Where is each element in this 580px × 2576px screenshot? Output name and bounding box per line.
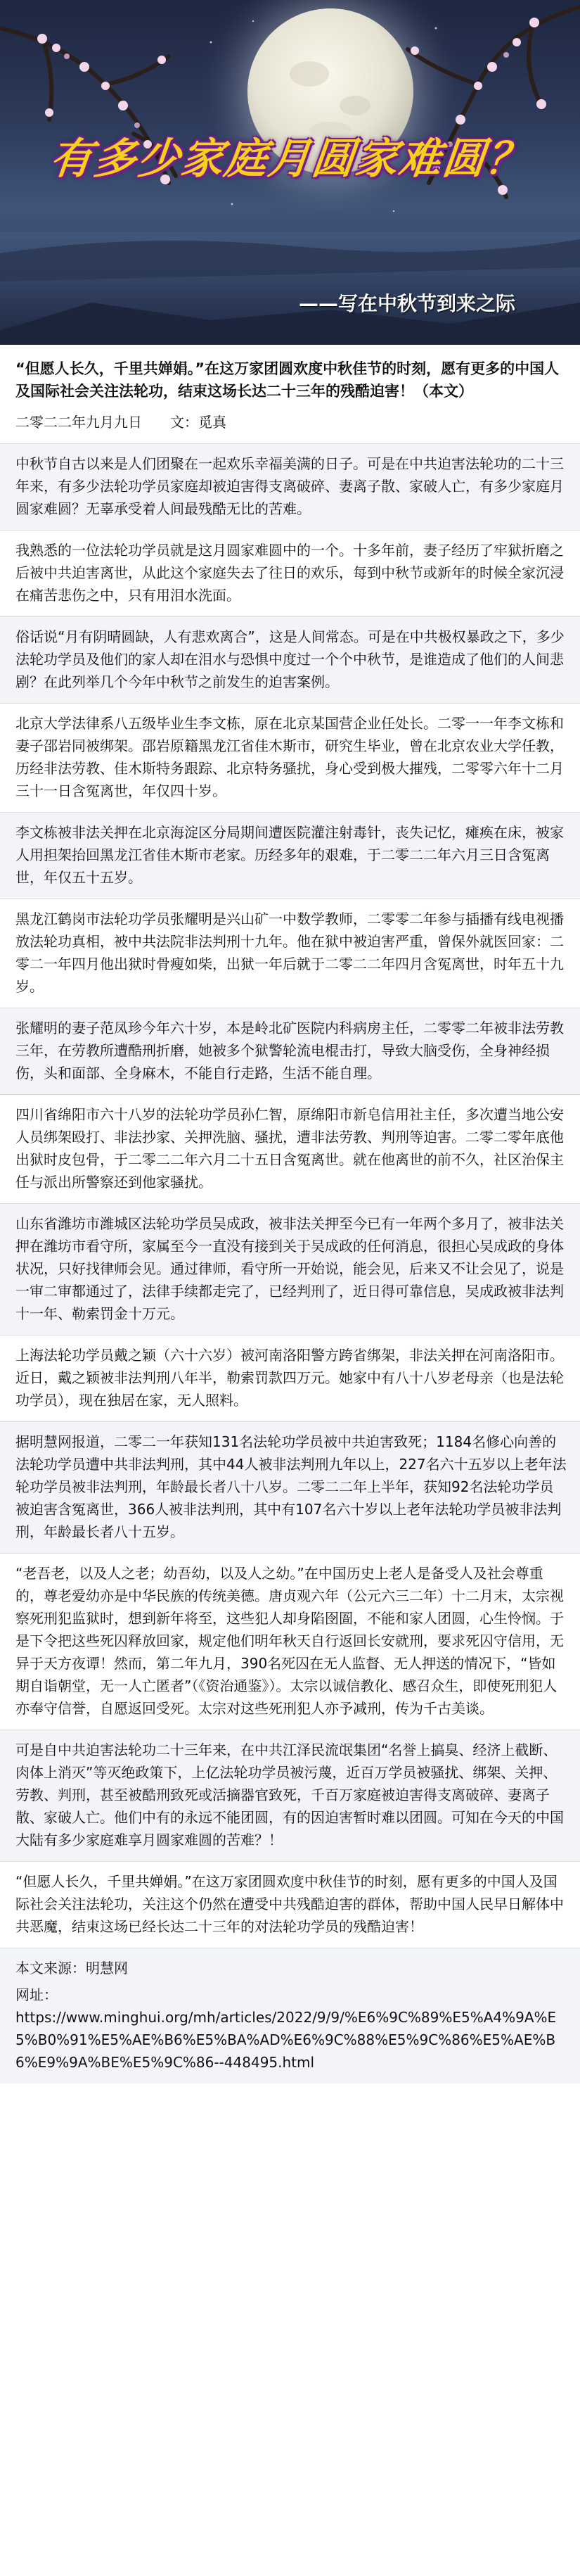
- paragraph-block: [0, 444, 580, 530]
- paragraph-block: [0, 531, 580, 616]
- paragraph: 张耀明的妻子范凤珍今年六十岁，本是岭北矿医院内科病房主任，二零零二年被非法劳教三年，在劳教所遭酷刑折磨，她被多个狱警轮流电棍击打，导致大脑受伤，全身神经损伤，头和面部、全身麻木，不能自行走路，生活不能自理。: [15, 1020, 564, 1081]
- date-author-line: 二零二二年九月九日 文：觅真: [15, 414, 226, 431]
- paragraph-block: [0, 813, 580, 899]
- source-url-link[interactable]: https://www.minghui.org/mh/articles/2022/9/9/%E6%9C%89%E5%A4%9A%E5%B0%91%E5%AE%B6%E5%BA%AD%E6%9C%88%E5%9C%86%E5%AE%B6%E9%9A%BE%E5%9C%86--448495.html: [15, 2009, 557, 2071]
- paragraph: 李文栋被非法关押在北京海淀区分局期间遭医院灌注射毒针，丧失记忆，瘫痪在床，被家人用担架抬回黑龙江省佳木斯市老家。历经多年的艰难，于二零二二年六月三日含冤离世，年仅五十五岁。: [15, 824, 564, 886]
- paragraph: 我熟悉的一位法轮功学员就是这月圆家难圆中的一个。十多年前，妻子经历了牢狱折磨之后被中共迫害离世，从此这个家庭失去了往日的欢乐，每到中秋节或新年的时候全家沉浸在痛苦悲伤之中，只有用泪水洗面。: [15, 542, 564, 604]
- paragraph-block: [0, 1862, 580, 1948]
- paragraph-block: [0, 1204, 580, 1335]
- article-body: [0, 345, 580, 2083]
- paragraph-block: [0, 1095, 580, 1203]
- paragraph-block: [0, 899, 580, 1008]
- paragraph: “但愿人长久，千里共婵娟。”在这万家团圆欢度中秋佳节的时刻，愿有更多的中国人及国际社会关注法轮功，关注这个仍然在遭受中共残酷迫害的群体，帮助中国人民早日解体中共恶魔，结束这场已经长达二十三年的对法轮功学员的残酷迫害！: [15, 1873, 564, 1935]
- paragraph-block: [0, 1730, 580, 1861]
- paragraph-block: [0, 704, 580, 812]
- paragraph: 据明慧网报道，二零二一年获知131名法轮功学员被中共迫害致死；1184名修心向善的法轮功学员遭中共非法判刑，其中44人被非法判刑九年以上，227名六十五岁以上老年法轮功学员被非法判刑，年龄最长者八十八岁。二零二二年上半年，获知92名法轮功学员被迫害含冤离世，366人被非法判刑，其中有107名六十岁以上老年法轮功学员被非法判刑，年龄最长者八十五岁。: [15, 1433, 567, 1540]
- paragraph: 可是自中共迫害法轮功二十三年来，在中共江泽民流氓集团“名誉上搞臭、经济上截断、肉体上消灭”等灭绝政策下，上亿法轮功学员被污蔑，近百万学员被骚扰、绑架、关押、劳教、判刑，甚至被酷刑致死或活摘器官致死，千百万家庭被迫害得支离破碎、妻离子散、家破人亡。他们中有的永远不能团圆，有的因迫害暂时难以团圆。可知在今天的中国大陆有多少家庭难享月圆家难圆的苦难？！: [15, 1741, 564, 1848]
- paragraph: “老吾老，以及人之老；幼吾幼，以及人之幼。”在中国历史上老人是备受人及社会尊重的，尊老爱幼亦是中华民族的传统美德。唐贞观六年（公元六三二年）十二月末，太宗视察死刑犯监狱时，想到新年将至，这些犯人却身陷囹圄，不能和家人团圆，心生怜悯。于是下令把这些死囚释放回家，规定他们明年秋天自行返回长安就刑，要求死囚守信用，无异于天方夜谭！然而，第二年九月，390名死囚在无人监督、无人押送的情况下，“皆如期自诣朝堂，无一人亡匿者”（《资治通鉴》）。太宗以诚信教化、感召众生，即使死刑犯人亦奉守信誉，自愿返回受死。太宗对这些死刑犯人亦予减刑，传为千古美谈。: [15, 1565, 564, 1717]
- paragraph-block: [0, 1422, 580, 1553]
- paragraph: 四川省绵阳市六十八岁的法轮功学员孙仁智，原绵阳市新皂信用社主任，多次遭当地公安人员绑架殴打、非法抄家、关押洗脑、骚扰，遭非法劳教、判刑等迫害。二零二零年底他出狱时皮包骨，于二零二二年六月二十五日含冤离世。就在他离世的前不久，社区治保主任与派出所警察还到他家骚扰。: [15, 1106, 564, 1191]
- paragraph: 山东省潍坊市潍城区法轮功学员吴成政，被非法关押至今已有一年两个多月了，被非法关押在潍坊市看守所，家属至今一直没有接到关于吴成政的任何消息，很担心吴成政的身体状况，只好找律师会见。通过律师，看守所一开始说，能会见，后来又不让会见了，说是一审二审都通过了，法律手续都走完了，已经判刑了，近日得可靠信息，吴成政被非法判十一年、勒索罚金十万元。: [15, 1215, 564, 1322]
- paragraph-block: [0, 1554, 580, 1730]
- banner-subtitle: ——写在中秋节到来之际: [299, 292, 516, 315]
- header-banner: [0, 0, 580, 345]
- url-label: 网址：: [15, 1986, 58, 2003]
- lead-paragraph: “但愿人长久，千里共婵娟。”在这万家团圆欢度中秋佳节的时刻，愿有更多的中国人及国际社会关注法轮功，结束这场长达二十三年的残酷迫害！（本文）: [15, 360, 560, 400]
- paragraph: 上海法轮功学员戴之颖（六十六岁）被河南洛阳警方跨省绑架，非法关押在河南洛阳市。近日，戴之颖被非法判刑八年半，勒索罚款四万元。她家中有八十八岁老母亲（也是法轮功学员），现在独居在家，无人照料。: [15, 1347, 564, 1409]
- paragraph-block: [0, 1335, 580, 1421]
- paragraph: 俗话说“月有阴晴圆缺，人有悲欢离合”，这是人间常态。可是在中共极权暴政之下，多少法轮功学员及他们的家人却在泪水与恐惧中度过一个个中秋节，是谁造成了他们的人间悲剧？在此列举几个今年中秋节之前发生的迫害案例。: [15, 628, 565, 690]
- lead-block: [0, 345, 580, 443]
- source-line: 本文来源：明慧网: [15, 1960, 128, 1977]
- paragraph-block: [0, 1008, 580, 1094]
- paragraph: 北京大学法律系八五级毕业生李文栋，原在北京某国营企业任处长。二零一一年李文栋和妻子邵岩同被绑架。邵岩原籍黑龙江省佳木斯市，研究生毕业，曾在北京农业大学任教，历经非法劳教、佳木斯特务跟踪、北京特务骚扰，身心受到极大摧残，二零零六年十二月三十一日含冤离世，年仅四十岁。: [15, 715, 564, 799]
- paragraph: 黑龙江鹤岗市法轮功学员张耀明是兴山矿一中数学教师，二零零二年参与插播有线电视播放法轮功真相，被中共法院非法判刑十九年。他在狱中被迫害严重，曾保外就医回家：二零二一年四月他出狱时骨瘦如柴，出狱一年后就于二零二二年四月含冤离世，时年五十九岁。: [15, 911, 564, 995]
- paragraph: 中秋节自古以来是人们团聚在一起欢乐幸福美满的日子。可是在中共迫害法轮功的二十三年来，有多少法轮功学员家庭却被迫害得支离破碎、妻离子散、家破人亡，有多少家庭月圆家难圆？无辜承受着人间最残酷无比的苦难。: [15, 455, 564, 517]
- paragraph-block: [0, 617, 580, 703]
- banner-title: 有多少家庭月圆家难圆？: [47, 134, 533, 184]
- source-block: [0, 1948, 580, 2083]
